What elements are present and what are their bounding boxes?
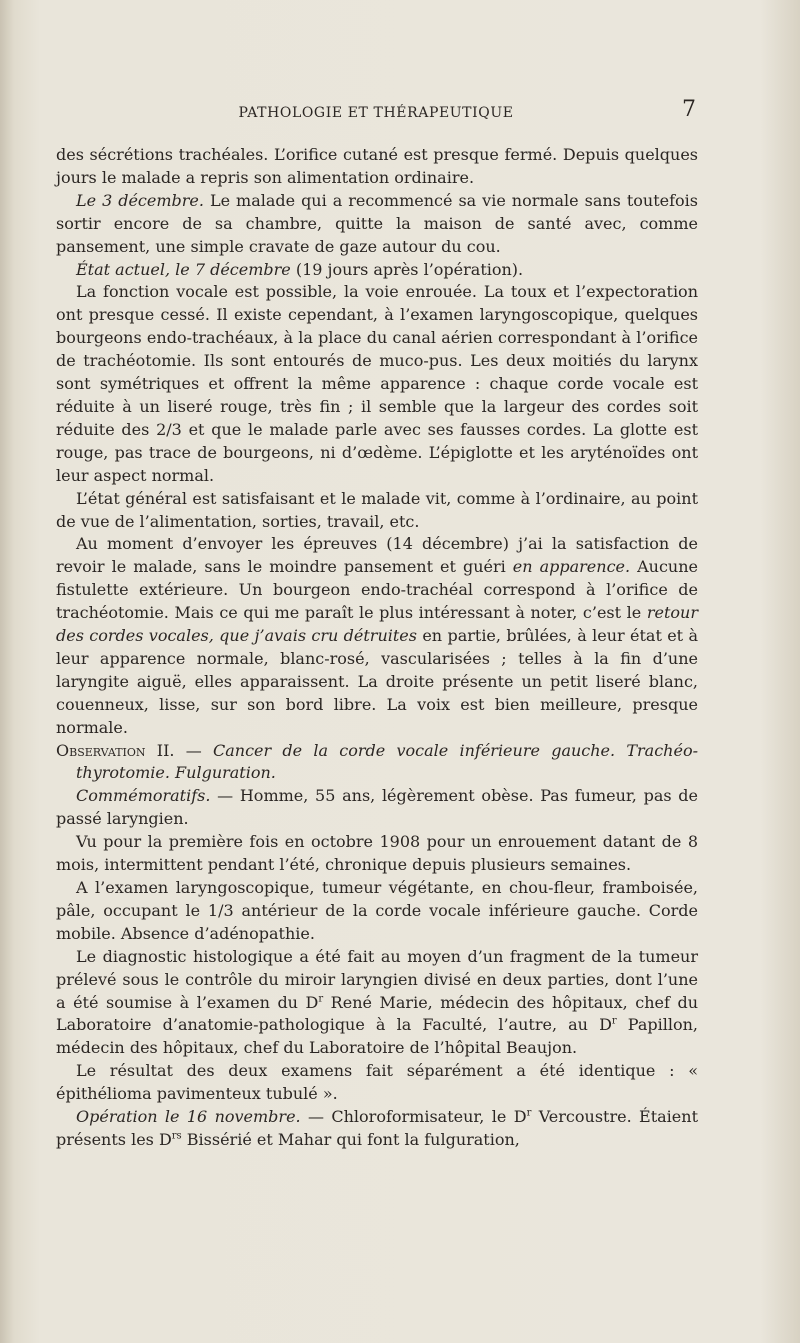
body-text <box>56 144 698 1152</box>
paragraph: Au moment d’envoyer les épreuves (14 décembre) j’ai la satisfaction de revoir le malade, sans le moindre pansement et guéri en apparence. Aucune fistulette extérieure. Un bourgeon endo-trachéal correspond à l’orifice de trachéotomie. Mais ce qui me paraît le plus intéressant à noter, c’est le retour des cordes vocales, que j’avais cru détruites en partie, brûlées, à leur état et à leur apparence normale, blanc-rosé, vascularisées ; telles à la fin d’une laryngite aiguë, elles apparaissent. La droite présente un petit liseré blanc, couenneux, lisse, sur son bord libre. La voix est bien meilleure, presque normale. <box>56 534 699 737</box>
paragraph: La fonction vocale est possible, la voie enrouée. La toux et l’expectoration ont presque cessé. Il existe cependant, à l’examen laryngoscopique, quelques bourgeons endo-trachéaux, à la place du canal aérien correspondant à l’orifice de trachéotomie. Ils sont entourés de muco-pus. Les deux moitiés du larynx sont symétriques et offrent la même apparence : chaque corde vocale est réduite à un liseré rouge, très fin ; il semble que la largeur des cordes soit réduite des 2/3 et que le malade parle avec ses fausses cordes. La glotte est rouge, pas trace de bourgeons, ni d’œdème. L’épiglotte et les aryténoïdes ont leur aspect normal. <box>56 282 698 485</box>
paragraph: des sécrétions trachéales. L’orifice cutané est presque fermé. Depuis quelques jours le malade a repris son alimentation ordinaire. <box>56 145 698 187</box>
paragraph: Le 3 décembre. Le malade qui a recommencé sa vie normale sans toutefois sortir encore de sa chambre, quitte la maison de santé avec, comme pansement, une simple cravate de gaze autour du cou. <box>56 190 699 256</box>
paragraph: L’état général est satisfaisant et le malade vit, comme à l’ordinaire, au point de vue de l’alimentation, sorties, travail, etc. <box>56 488 698 531</box>
paragraph: A l’examen laryngoscopique, tumeur végétante, en chou-fleur, framboisée, pâle, occupant le 1/3 antérieur de la corde vocale inférieure gauche. Corde mobile. Absence d’adénopathie. <box>56 878 698 943</box>
paragraph: Le diagnostic histologique a été fait au moyen d’un fragment de la tumeur prélevé sous le contrôle du miroir laryngien divisé en deux parties, dont l’une a été soumise à l’examen du $D^r$ René Marie, médecin des hôpitaux, chef du Laboratoire d’anatomie-pathologique à la Faculté, l’autre, au $D^r$ Papillon, médecin des hôpitaux, chef du Laboratoire de l’hôpital Beaujon. <box>56 946 698 1058</box>
paragraph: Opération le 16 novembre. — Chloroformisateur, le $D^r$ Vercoustre. Étaient présents les $D^{rs}$ Bissérié et Mahar qui font la fulguration, <box>56 1107 699 1149</box>
page-number: 7 <box>682 97 696 122</box>
paragraph: Le résultat des deux examens fait séparément a été identique : « épithélioma pavimenteux tubulé ». <box>56 1061 698 1104</box>
running-title: PATHOLOGIE ET THÉRAPEUTIQUE <box>238 105 514 121</box>
paragraph: État actuel, le 7 décembre (19 jours après l’opération). <box>76 259 524 279</box>
observation-heading: Observation II. — Cancer de la corde vocale inférieure gauche. Trachéo-thyrotomie. Fulguration. <box>56 740 698 783</box>
paragraph: Vu pour la première fois en octobre 1908 pour un enrouement datant de 8 mois, intermittent pendant l’été, chronique depuis plusieurs semaines. <box>56 832 698 875</box>
page-header <box>56 97 696 127</box>
paragraph: Commémoratifs. — Homme, 55 ans, légèrement obèse. Pas fumeur, pas de passé laryngien. <box>56 786 698 829</box>
